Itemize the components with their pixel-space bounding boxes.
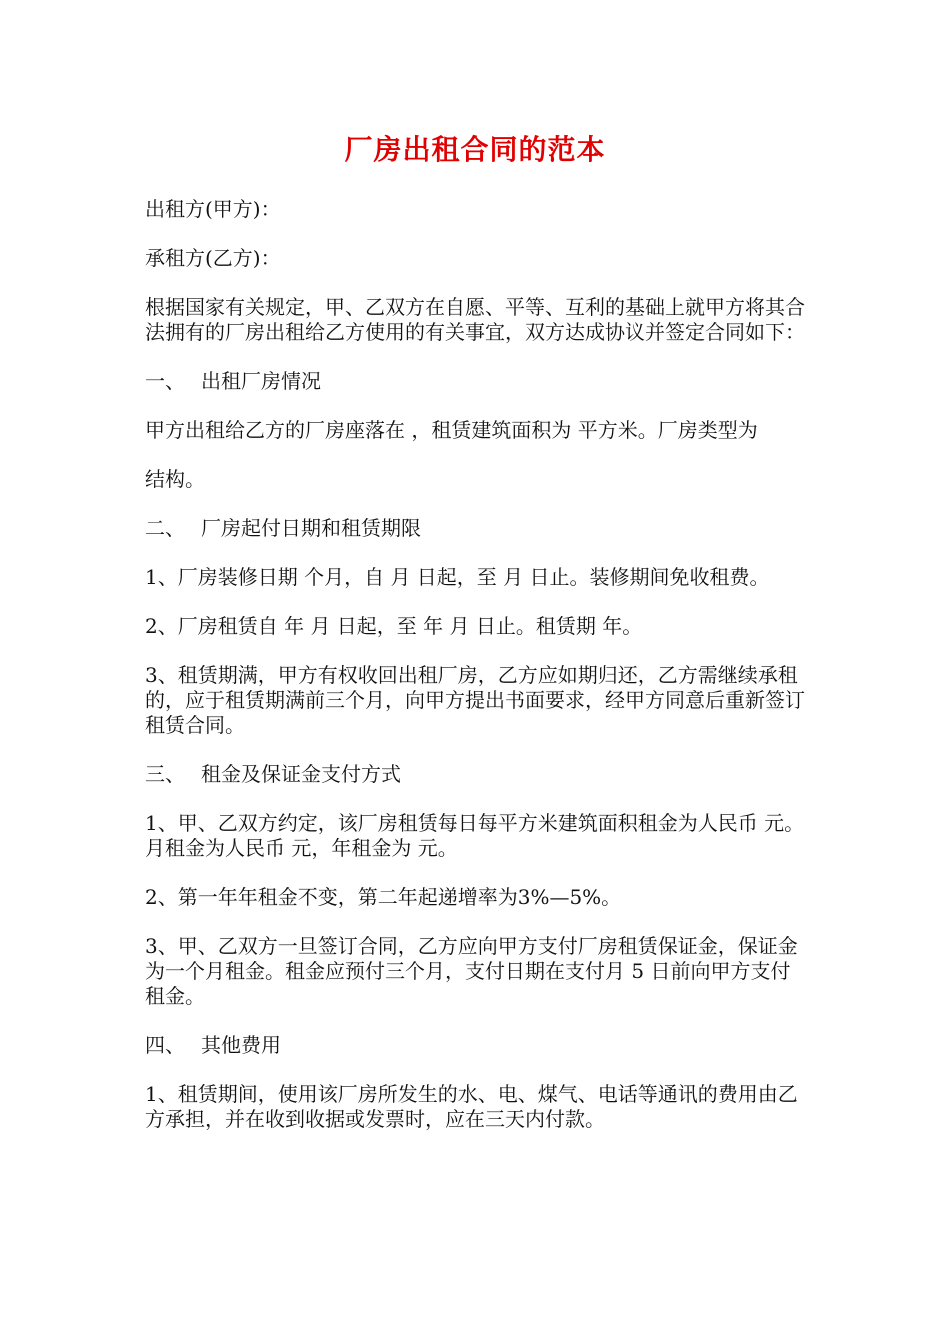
body-paragraph: 甲方出租给乙方的厂房座落在 ，租赁建筑面积为 平方米。厂房类型为 — [145, 418, 758, 442]
section-number: 四、 — [145, 1033, 185, 1057]
section-heading-text: 出租厂房情况 — [201, 369, 321, 393]
section-heading — [145, 762, 810, 787]
body-paragraph: 结构。 — [145, 467, 205, 491]
body-paragraph: 2、第一年年租金不变，第二年起递增率为3%—5%。 — [145, 885, 622, 909]
body-paragraph: 3、租赁期满，甲方有权收回出租厂房，乙方应如期归还，乙方需继续承租的，应于租赁期满前三个月，向甲方提出书面要求，经甲方同意后重新签订租赁合同。 — [145, 663, 805, 737]
section-number: 三、 — [145, 762, 185, 786]
document-body — [145, 197, 810, 1156]
body-paragraph: 1、厂房装修日期 个月，自 月 日起，至 月 日止。装修期间免收租费。 — [145, 565, 770, 589]
section-heading-text: 厂房起付日期和租赁期限 — [201, 516, 421, 540]
body-paragraph: 1、租赁期间，使用该厂房所发生的水、电、煤气、电话等通讯的费用由乙方承担，并在收到收据或发票时，应在三天内付款。 — [145, 1082, 798, 1131]
section-heading — [145, 516, 810, 541]
body-paragraph: 根据国家有关规定，甲、乙双方在自愿、平等、互利的基础上就甲方将其合法拥有的厂房出租给乙方使用的有关事宜，双方达成协议并签定合同如下： — [145, 295, 805, 344]
body-paragraph: 出租方(甲方)： — [145, 197, 281, 221]
body-paragraph: 1、甲、乙双方约定，该厂房租赁每日每平方米建筑面积租金为人民币 元。月租金为人民币 元，年租金为 元。 — [145, 811, 805, 860]
body-paragraph: 2、厂房租赁自 年 月 日起，至 年 月 日止。租赁期 年。 — [145, 614, 643, 638]
section-number: 一、 — [145, 369, 185, 393]
section-heading — [145, 369, 810, 394]
body-paragraph: 3、甲、乙双方一旦签订合同，乙方应向甲方支付厂房租赁保证金，保证金为一个月租金。租金应预付三个月，支付日期在支付月 5 日前向甲方支付租金。 — [145, 934, 798, 1008]
section-number: 二、 — [145, 516, 185, 540]
section-heading-text: 其他费用 — [201, 1033, 281, 1057]
section-heading — [145, 1033, 810, 1058]
section-heading-text: 租金及保证金支付方式 — [201, 762, 401, 786]
document-title: 厂房出租合同的范本 — [344, 133, 606, 166]
body-paragraph: 承租方(乙方)： — [145, 246, 281, 270]
